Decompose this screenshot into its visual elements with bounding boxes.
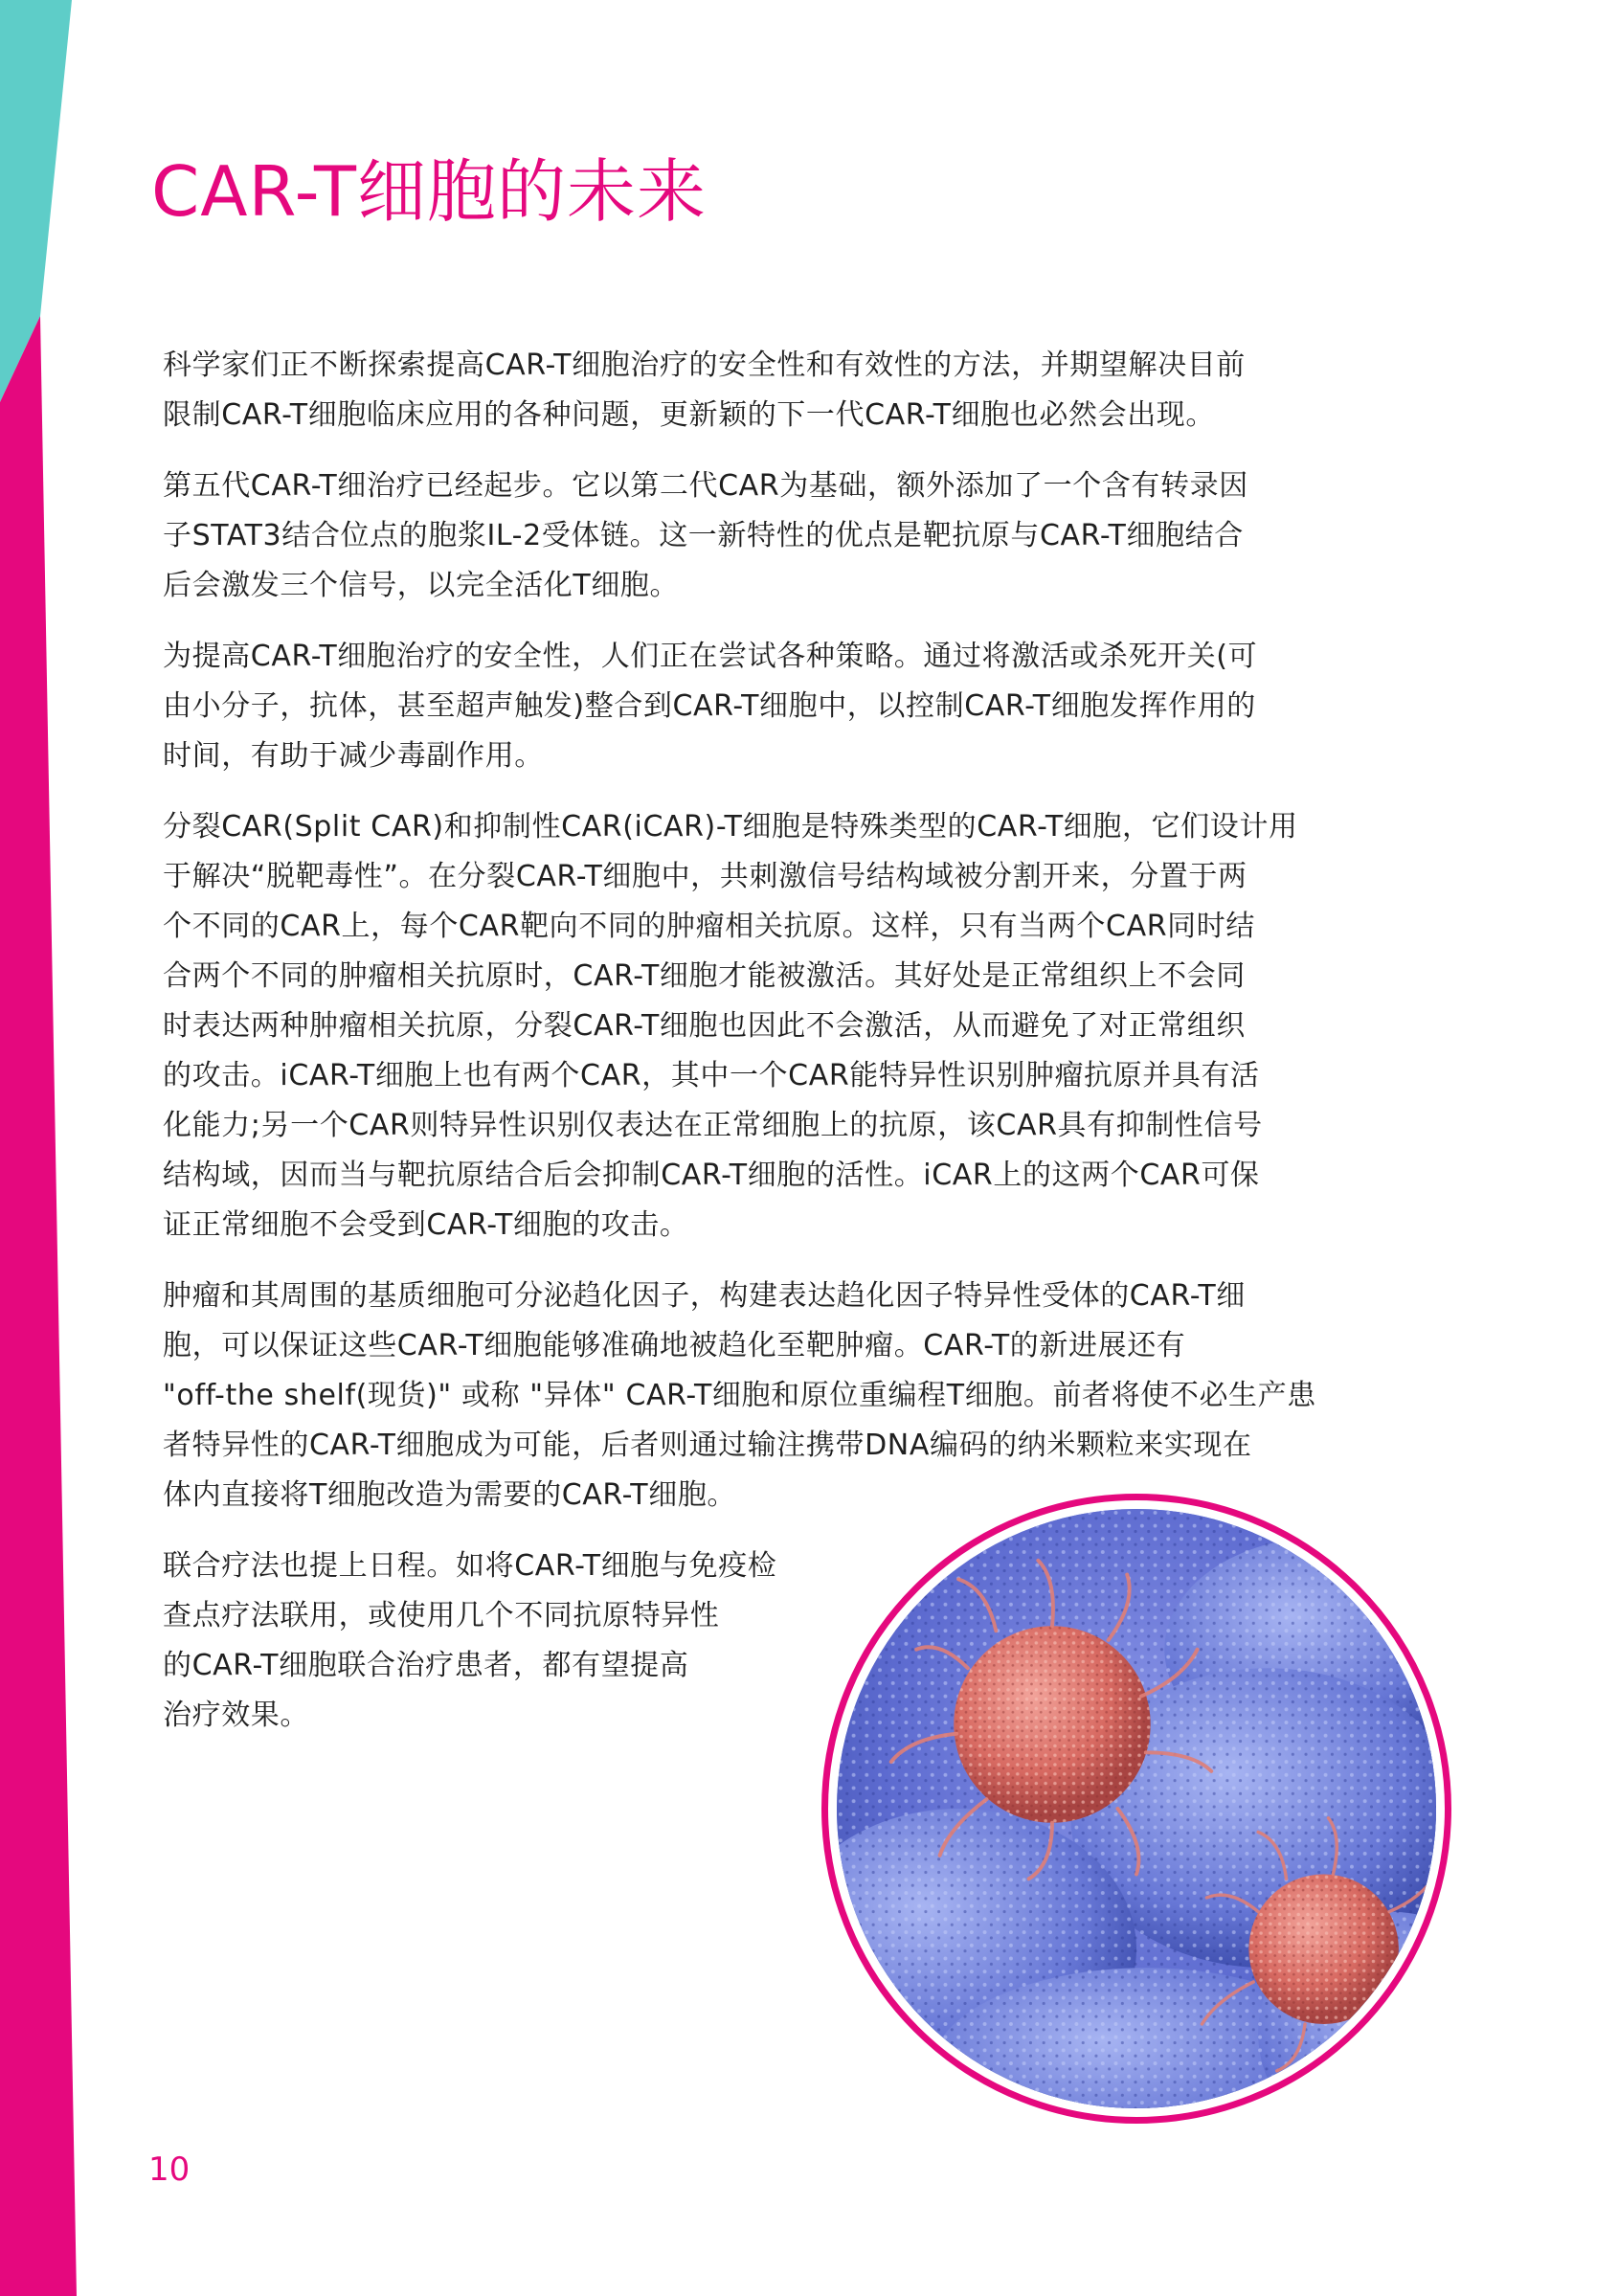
magenta-edge-band: [0, 316, 77, 2296]
text-line: 为提高CAR-T细胞治疗的安全性，人们正在尝试各种策略。通过将激活或杀死开关(可: [163, 640, 1258, 673]
text-line: 科学家们正不断探索提高CAR-T细胞治疗的安全性和有效性的方法，并期望解决目前: [163, 349, 1246, 382]
text-line: 由小分子，抗体，甚至超声触发)整合到CAR-T细胞中，以控制CAR-T细胞发挥作用的: [163, 689, 1256, 723]
text-line: 个不同的CAR上，每个CAR靶向不同的肿瘤相关抗原。这样，只有当两个CAR同时结: [163, 910, 1255, 943]
paragraph-2: [163, 461, 1465, 611]
text-line: 查点疗法联用，或使用几个不同抗原特异性: [163, 1599, 720, 1632]
paragraph-5: [163, 1272, 1465, 1520]
paragraph-4: [163, 802, 1465, 1250]
text-line: 联合疗法也提上日程。如将CAR-T细胞与免疫检: [163, 1549, 777, 1583]
page-number: 10: [148, 2150, 191, 2189]
text-line: 子STAT3结合位点的胞浆IL-2受体链。这一新特性的优点是靶抗原与CAR-T细胞结合: [163, 519, 1244, 552]
text-line: 分裂CAR(Split CAR)和抑制性CAR(iCAR)-T细胞是特殊类型的CAR-T细胞，它们设计用: [163, 810, 1298, 844]
text-line: "off-the shelf(现货)" 或称 "异体" CAR-T细胞和原位重编程T细胞。前者将使不必生产患: [163, 1379, 1316, 1412]
micrograph-illustration: [837, 1509, 1436, 2108]
text-line: 治疗效果。: [163, 1699, 309, 1732]
text-line: 后会激发三个信号，以完全活化T细胞。: [163, 569, 680, 602]
text-line: 化能力;另一个CAR则特异性识别仅表达在正常细胞上的抗原，该CAR具有抑制性信号: [163, 1109, 1263, 1142]
paragraph-3: [163, 632, 1465, 781]
paragraph-1: [163, 341, 1465, 440]
page-title: CAR-T细胞的未来: [151, 151, 707, 232]
text-line: 体内直接将T细胞改造为需要的CAR-T细胞。: [163, 1478, 737, 1512]
car-t-cells-micrograph: [821, 1494, 1451, 2124]
text-line: 证正常细胞不会受到CAR-T细胞的攻击。: [163, 1208, 689, 1242]
text-line: 合两个不同的肿瘤相关抗原时，CAR-T细胞才能被激活。其好处是正常组织上不会同: [163, 959, 1246, 993]
text-line: 肿瘤和其周围的基质细胞可分泌趋化因子，构建表达趋化因子特异性受体的CAR-T细: [163, 1279, 1246, 1313]
text-line: 结构域，因而当与靶抗原结合后会抑制CAR-T细胞的活性。iCAR上的这两个CAR可保: [163, 1159, 1260, 1192]
text-line: 胞，可以保证这些CAR-T细胞能够准确地被趋化至靶肿瘤。CAR-T的新进展还有: [163, 1329, 1186, 1362]
text-line: 限制CAR-T细胞临床应用的各种问题，更新颖的下一代CAR-T细胞也必然会出现。: [163, 398, 1215, 432]
text-line: 的攻击。iCAR-T细胞上也有两个CAR，其中一个CAR能特异性识别肿瘤抗原并具有活: [163, 1059, 1260, 1092]
micrograph-image: [837, 1509, 1436, 2108]
text-line: 时表达两种肿瘤相关抗原，分裂CAR-T细胞也因此不会激活，从而避免了对正常组织: [163, 1009, 1246, 1043]
text-line: 者特异性的CAR-T细胞成为可能，后者则通过输注携带DNA编码的纳米颗粒来实现在: [163, 1429, 1252, 1462]
text-line: 于解决“脱靶毒性”。在分裂CAR-T细胞中，共刺激信号结构域被分割开来，分置于两: [163, 860, 1247, 893]
text-line: 第五代CAR-T细治疗已经起步。它以第二代CAR为基础，额外添加了一个含有转录因: [163, 469, 1248, 503]
text-line: 时间，有助于减少毒副作用。: [163, 739, 544, 773]
text-line: 的CAR-T细胞联合治疗患者，都有望提高: [163, 1649, 689, 1682]
